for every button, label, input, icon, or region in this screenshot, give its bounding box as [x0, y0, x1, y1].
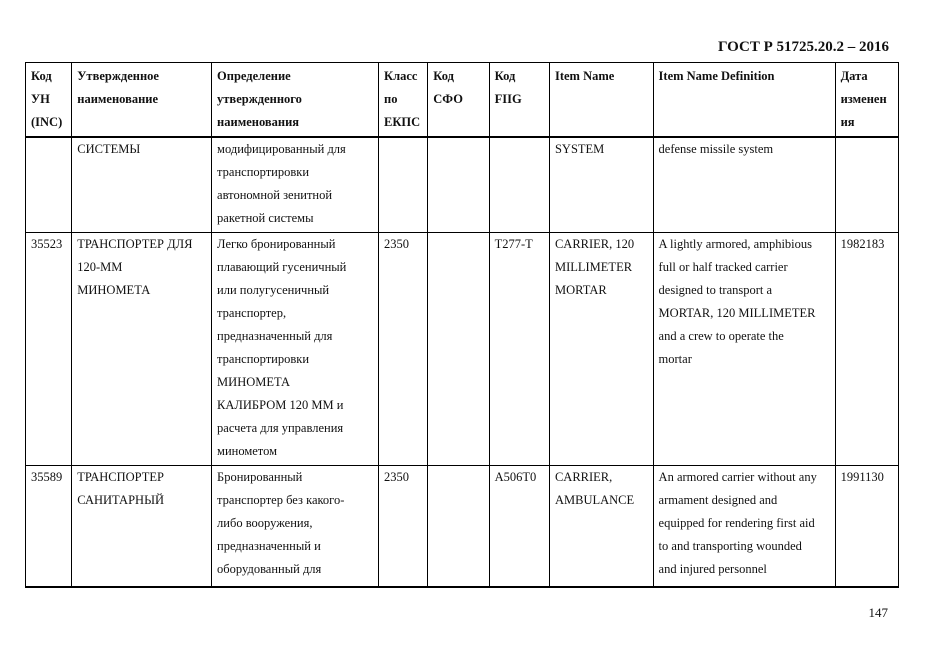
cell-line: САНИТАРНЫЙ: [77, 493, 164, 507]
cell-line: designed to transport a: [658, 283, 773, 297]
cell-class: [379, 466, 428, 588]
cell-item-def: [653, 466, 835, 588]
cell-line: Бронированный: [217, 470, 303, 484]
header-line: наименование: [77, 92, 159, 106]
cell-inc: [26, 233, 72, 466]
header-line: УН: [31, 92, 50, 106]
header-line: ЕКПС: [384, 115, 421, 129]
cell-definition: [212, 233, 379, 466]
cell-line: СИСТЕМЫ: [77, 142, 141, 156]
cell-line: 120-ММ: [77, 260, 123, 274]
table-body: [26, 137, 899, 587]
cell-line: КАЛИБРОМ 120 ММ и: [217, 398, 344, 412]
cell-line: ракетной системы: [217, 211, 314, 225]
header-col-fiig: [489, 63, 549, 138]
header-line: Определение: [217, 69, 291, 83]
cell-line: defense missile system: [658, 142, 774, 156]
header-line: FIIG: [494, 92, 522, 106]
header-line: Код: [31, 69, 52, 83]
header-line: наименования: [217, 115, 300, 129]
cell-class: [379, 233, 428, 466]
cell-line: 1991130: [840, 470, 884, 484]
header-line: изменен: [840, 92, 887, 106]
cell-line: Легко бронированный: [217, 237, 336, 251]
cell-line: armament designed and: [658, 493, 778, 507]
cell-line: оборудованный для: [217, 562, 322, 576]
header-line: (INC): [31, 115, 63, 129]
header-col-class: [379, 63, 428, 138]
cell-line: или полугусеничный: [217, 283, 330, 297]
cell-fiig: [489, 233, 549, 466]
table-header-row: [26, 63, 899, 138]
cell-item-def: [653, 137, 835, 233]
cell-date: [835, 466, 898, 588]
cell-line: минометом: [217, 444, 278, 458]
cell-item-name: [549, 233, 653, 466]
cell-line: ТРАНСПОРТЕР: [77, 470, 165, 484]
cell-line: модифицированный для: [217, 142, 346, 156]
cell-line: AMBULANCE: [554, 493, 635, 507]
header-col-definition: [212, 63, 379, 138]
cell-line: MORTAR: [554, 283, 607, 297]
header-col-item-def: [653, 63, 835, 138]
table-row: [26, 466, 899, 588]
cell-line: A lightly armored, amphibious: [658, 237, 813, 251]
cell-inc: [26, 466, 72, 588]
cell-line: МИНОМЕТА: [217, 375, 291, 389]
cell-line: T277-T: [494, 237, 533, 251]
header-line: Код: [433, 69, 454, 83]
header-line: Дата: [840, 69, 868, 83]
header-line: Утвержденное: [77, 69, 159, 83]
header-line: по: [384, 92, 398, 106]
header-line: ия: [840, 115, 855, 129]
cell-line: предназначенный для: [217, 329, 333, 343]
cell-line: плавающий гусеничный: [217, 260, 347, 274]
cell-line: транспортировки: [217, 165, 310, 179]
header-line: Item Name: [554, 69, 615, 83]
cell-sfo: [428, 137, 489, 233]
header-line: утвержденного: [217, 92, 302, 106]
cell-line: транспортер без какого-: [217, 493, 345, 507]
cell-line: автономной зенитной: [217, 188, 333, 202]
header-col-sfo: [428, 63, 489, 138]
cell-definition: [212, 466, 379, 588]
table-row: [26, 137, 899, 233]
cell-line: ТРАНСПОРТЕР ДЛЯ: [77, 237, 193, 251]
cell-line: 1982183: [840, 237, 885, 251]
cell-line: 35589: [31, 470, 63, 484]
header-line: Класс: [384, 69, 418, 83]
header-col-inc: [26, 63, 72, 138]
cell-item-name: [549, 137, 653, 233]
header-col-name: [72, 63, 212, 138]
cell-line: and a crew to operate the: [658, 329, 784, 343]
cell-line: транспортер,: [217, 306, 287, 320]
cell-date: [835, 137, 898, 233]
cell-fiig: [489, 466, 549, 588]
cell-line: SYSTEM: [554, 142, 605, 156]
cell-line: 2350: [384, 470, 409, 484]
header-line: Item Name Definition: [658, 69, 775, 83]
table-row: [26, 233, 899, 466]
cell-line: mortar: [658, 352, 692, 366]
cell-line: full or half tracked carrier: [658, 260, 788, 274]
header-line: Код: [494, 69, 516, 83]
cell-sfo: [428, 466, 489, 588]
cell-line: to and transporting wounded: [658, 539, 802, 553]
cell-item-name: [549, 466, 653, 588]
cell-line: транспортировки: [217, 352, 310, 366]
header-col-date: [835, 63, 898, 138]
header-line: СФО: [433, 92, 463, 106]
cell-fiig: [489, 137, 549, 233]
cell-sfo: [428, 233, 489, 466]
cell-line: либо вооружения,: [217, 516, 313, 530]
cell-date: [835, 233, 898, 466]
cell-line: МИНОМЕТА: [77, 283, 151, 297]
cell-line: предназначенный и: [217, 539, 321, 553]
header-col-item-name: [549, 63, 653, 138]
cell-line: расчета для управления: [217, 421, 344, 435]
cell-name: [72, 137, 212, 233]
cell-line: CARRIER, 120: [554, 237, 635, 251]
cell-item-def: [653, 233, 835, 466]
cell-definition: [212, 137, 379, 233]
catalog-table: [25, 62, 899, 588]
cell-line: An armored carrier without any: [658, 470, 817, 484]
cell-line: equipped for rendering first aid: [658, 516, 815, 530]
cell-line: 35523: [31, 237, 63, 251]
cell-line: MILLIMETER: [554, 260, 633, 274]
cell-class: [379, 137, 428, 233]
cell-name: [72, 233, 212, 466]
page-number: 147: [868, 605, 888, 620]
cell-line: A506T0: [494, 470, 537, 484]
cell-line: 2350: [384, 237, 409, 251]
cell-line: MORTAR, 120 MILLIMETER: [658, 306, 816, 320]
cell-line: and injured personnel: [658, 562, 767, 576]
cell-line: CARRIER,: [554, 470, 613, 484]
document-header: ГОСТ Р 51725.20.2 – 2016: [717, 39, 889, 55]
cell-name: [72, 466, 212, 588]
cell-inc: [26, 137, 72, 233]
